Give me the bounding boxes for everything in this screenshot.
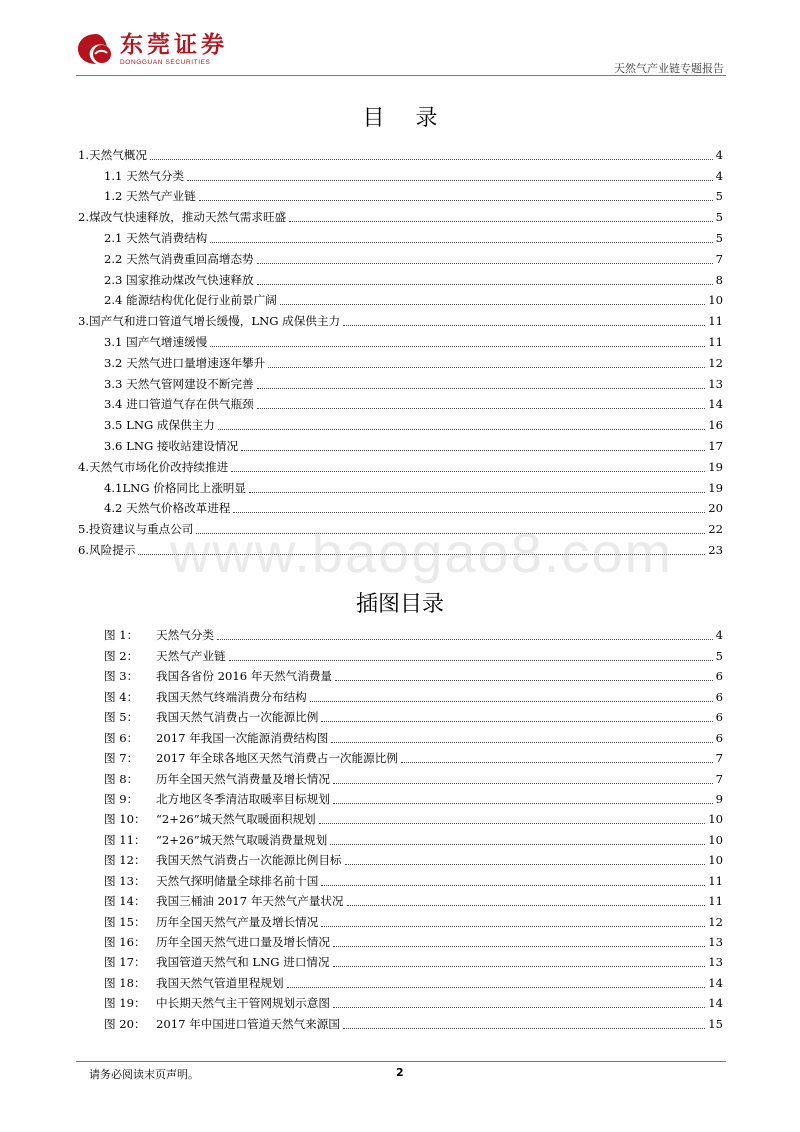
figure-entry-number: 图 11： xyxy=(104,832,146,847)
toc-entry-page: 13 xyxy=(708,376,723,391)
toc-entry[interactable] xyxy=(78,267,723,288)
dot-leader xyxy=(280,304,705,305)
toc-heading: 目 录 xyxy=(362,106,450,131)
figure-entry-label xyxy=(104,894,344,909)
dot-leader xyxy=(321,926,705,927)
dot-leader xyxy=(343,325,705,326)
company-logo xyxy=(76,30,236,70)
dot-leader xyxy=(331,742,712,743)
dot-leader xyxy=(333,966,706,967)
toc-entry-label: 3.2 天然气进口量增速逐年攀升 xyxy=(104,355,266,370)
toc-entry-page: 5 xyxy=(715,230,723,245)
figure-entry-label xyxy=(104,751,398,766)
toc-entry-page: 10 xyxy=(708,293,723,308)
toc-entry-label: 4.2 天然气价格改革进程 xyxy=(104,501,231,516)
toc-entry[interactable] xyxy=(78,475,723,496)
figure-entry-page: 11 xyxy=(708,873,723,888)
toc-entry-label: 3.5 LNG 成保供主力 xyxy=(104,418,215,433)
figure-entry-label xyxy=(104,710,318,725)
dot-leader xyxy=(187,180,713,181)
figure-entry-number: 图 6： xyxy=(104,730,139,745)
toc-entry-page: 20 xyxy=(708,501,723,516)
figure-entry-number: 图 12： xyxy=(104,853,146,868)
figure-entry-label xyxy=(104,915,318,930)
figure-entry-label xyxy=(104,874,318,889)
dot-leader xyxy=(333,1007,705,1008)
figure-entry-title: 我国天然气消费占一次能源比例目标 xyxy=(156,853,342,868)
figure-list xyxy=(78,623,723,1032)
figure-entry-page: 6 xyxy=(715,710,723,725)
figure-entry-page: 11 xyxy=(708,894,723,909)
figure-entry-number: 图 8： xyxy=(104,771,139,786)
toc-list xyxy=(78,142,723,558)
dot-leader xyxy=(289,221,712,222)
figure-entry-title: 天然气探明储量全球排名前十国 xyxy=(156,873,319,888)
dot-leader xyxy=(330,844,705,845)
toc-entry-label: 2.1 天然气消费结构 xyxy=(104,230,208,245)
toc-entry[interactable] xyxy=(78,142,723,163)
toc-entry-page: 11 xyxy=(708,334,723,349)
dot-leader xyxy=(321,721,712,722)
figure-entry[interactable] xyxy=(78,970,723,990)
dot-leader xyxy=(333,946,705,947)
figure-entry-number: 图 17： xyxy=(104,955,146,970)
figure-entry-number: 图 7： xyxy=(104,751,139,766)
figure-entry-page: 7 xyxy=(715,771,723,786)
footer-disclaimer-note: 请务必阅读末页声明。 xyxy=(89,1068,199,1081)
toc-entry-label: 1.1 天然气分类 xyxy=(104,168,185,183)
toc-entry[interactable] xyxy=(78,246,723,267)
dot-leader xyxy=(257,388,706,389)
figure-entry-label xyxy=(104,833,327,848)
figure-entry[interactable] xyxy=(78,725,723,745)
figure-entry-label xyxy=(104,976,284,991)
toc-entry-label: 3.6 LNG 接收站建设情况 xyxy=(104,438,239,453)
toc-entry-label: 3.3 天然气管网建设不断完善 xyxy=(104,376,254,391)
toc-entry[interactable] xyxy=(78,329,723,350)
dot-leader xyxy=(217,639,713,640)
toc-entry-page: 5 xyxy=(715,189,723,204)
figure-entry-title: 我国管道天然气和 LNG 进口情况 xyxy=(156,955,330,970)
figure-entry-label xyxy=(104,955,330,970)
dot-leader xyxy=(401,762,713,763)
toc-entry-page: 8 xyxy=(715,272,723,287)
figure-entry-label xyxy=(104,669,332,684)
logo-english-name: DONGGUAN SECURITIES xyxy=(120,59,211,66)
toc-entry-label: 1.2 天然气产业链 xyxy=(104,189,196,204)
figure-entry-title: 我国各省份 2016 年天然气消费量 xyxy=(156,669,333,684)
figure-entry-label xyxy=(104,996,330,1011)
toc-entry-page: 19 xyxy=(708,459,723,474)
toc-entry[interactable] xyxy=(78,204,723,225)
figure-entry-title: 历年全国天然气产量及增长情况 xyxy=(156,914,319,929)
toc-entry[interactable] xyxy=(78,433,723,454)
toc-entry[interactable] xyxy=(78,392,723,413)
dot-leader xyxy=(257,263,713,264)
logo-mark-icon xyxy=(76,32,116,66)
figure-entry-number: 图 16： xyxy=(104,935,146,949)
figure-entry-number: 图 13： xyxy=(104,873,146,888)
dot-leader xyxy=(210,242,712,243)
figure-entry-title: 天然气产业链 xyxy=(156,648,226,663)
toc-entry-page: 7 xyxy=(715,251,723,266)
figure-entry-title: 我国天然气消费占一次能源比例 xyxy=(156,710,319,725)
figure-entry-number: 图 4： xyxy=(104,689,139,704)
figure-entry[interactable] xyxy=(78,766,723,786)
figure-entry[interactable] xyxy=(78,787,723,807)
figure-entry-title: 我国三桶油 2017 年天然气产量状况 xyxy=(156,894,344,909)
toc-entry-label: 2.3 国家推动煤改气快速释放 xyxy=(104,272,254,287)
figure-entry-page: 6 xyxy=(715,669,723,684)
figure-entry[interactable] xyxy=(78,848,723,868)
figure-entry-title: “2+26”城天然气取暖面积规划 xyxy=(156,812,316,827)
figure-entry-number: 图 20： xyxy=(104,1016,146,1031)
figure-entry-page: 6 xyxy=(715,730,723,745)
toc-entry-label: 2.4 能源结构优化促行业前景广阔 xyxy=(104,293,277,308)
figure-entry[interactable] xyxy=(78,807,723,827)
toc-entry-page: 19 xyxy=(708,480,723,495)
figure-entry-page: 15 xyxy=(708,1016,723,1031)
figure-entry-page: 4 xyxy=(715,628,723,643)
figure-entry-page: 14 xyxy=(708,975,723,990)
figure-entry-page: 7 xyxy=(715,751,723,766)
toc-entry-label: 3.国产气和进口管道气增长缓慢，LNG 成保供主力 xyxy=(78,314,341,329)
figure-entry-label xyxy=(104,853,342,868)
figure-entry-label xyxy=(104,690,307,705)
figure-entry-label xyxy=(104,649,226,664)
toc-entry-page: 22 xyxy=(708,522,723,537)
toc-entry-page: 5 xyxy=(715,210,723,225)
figure-entry[interactable] xyxy=(78,1011,723,1031)
dot-leader xyxy=(333,783,713,784)
dot-leader xyxy=(199,200,713,201)
dot-leader xyxy=(210,346,705,347)
dot-leader xyxy=(241,450,705,451)
toc-entry[interactable] xyxy=(78,350,723,371)
figure-entry-label xyxy=(104,772,330,787)
toc-entry-label: 4.1LNG 价格同比上涨明显 xyxy=(104,480,246,495)
figure-entry-title: “2+26”城天然气取暖消费量规划 xyxy=(156,832,328,847)
figure-entry-number: 图 10： xyxy=(104,812,146,827)
toc-entry-label: 2.2 天然气消费重回高增态势 xyxy=(104,251,254,266)
toc-entry[interactable] xyxy=(78,454,723,475)
figure-entry[interactable] xyxy=(78,930,723,950)
figure-entry[interactable] xyxy=(78,623,723,643)
figure-entry-label xyxy=(104,1017,340,1032)
toc-entry-page: 11 xyxy=(708,314,723,329)
figure-entry[interactable] xyxy=(78,746,723,766)
figure-entry-number: 图 2： xyxy=(104,648,139,663)
figure-entry-page: 10 xyxy=(708,853,723,868)
figure-entry-number: 图 19： xyxy=(104,996,146,1011)
dot-leader xyxy=(287,987,706,988)
figure-entry-number: 图 18： xyxy=(104,975,146,990)
header-divider xyxy=(76,75,726,76)
footer-divider xyxy=(76,1061,726,1062)
toc-entry-page: 4 xyxy=(715,147,723,162)
dot-leader xyxy=(343,1028,705,1029)
figure-entry-title: 2017 年我国一次能源消费结构图 xyxy=(156,730,329,745)
figure-entry[interactable] xyxy=(78,643,723,663)
figure-entry-page: 14 xyxy=(708,996,723,1011)
figure-entry-page: 12 xyxy=(708,914,723,929)
dot-leader xyxy=(310,701,713,702)
toc-entry-label: 1.天然气概况 xyxy=(78,147,148,162)
figure-entry-title: 中长期天然气主干管网规划示意图 xyxy=(156,996,330,1011)
dot-leader xyxy=(150,159,713,160)
figure-entry[interactable] xyxy=(78,909,723,929)
toc-entry-label: 5.投资建议与重点公司 xyxy=(78,522,194,537)
toc-entry[interactable] xyxy=(78,412,723,433)
figure-entry-label xyxy=(104,628,214,643)
figure-entry[interactable] xyxy=(78,868,723,888)
dot-leader xyxy=(257,408,706,409)
figure-entry-title: 2017 年中国进口管道天然气来源国 xyxy=(156,1016,340,1031)
toc-entry[interactable] xyxy=(78,184,723,205)
toc-entry[interactable] xyxy=(78,371,723,392)
figure-entry[interactable] xyxy=(78,827,723,847)
page-number: 2 xyxy=(396,1066,404,1079)
figure-entry-label xyxy=(104,731,328,746)
toc-entry-label: 6.风险提示 xyxy=(78,542,136,557)
dot-leader xyxy=(249,492,705,493)
dot-leader xyxy=(321,885,705,886)
figure-entry-page: 13 xyxy=(708,935,723,949)
dot-leader xyxy=(319,823,706,824)
figure-entry-number: 图 1： xyxy=(104,628,139,643)
toc-entry[interactable] xyxy=(78,308,723,329)
toc-entry[interactable] xyxy=(78,225,723,246)
figure-entry[interactable] xyxy=(78,705,723,725)
figure-entry[interactable] xyxy=(78,664,723,684)
toc-entry-page: 23 xyxy=(708,542,723,557)
dot-leader xyxy=(268,367,705,368)
figure-entry-label xyxy=(104,812,316,827)
figure-entry-number: 图 3： xyxy=(104,669,139,684)
toc-entry-label: 3.1 国产气增速缓慢 xyxy=(104,334,208,349)
figure-entry-page: 6 xyxy=(715,689,723,704)
toc-entry[interactable] xyxy=(78,496,723,517)
figure-entry-title: 我国天然气管道里程规划 xyxy=(156,975,284,990)
toc-entry[interactable] xyxy=(78,288,723,309)
logo-chinese-name: 东莞证券 xyxy=(120,32,228,58)
figure-entry-label xyxy=(104,935,330,950)
figure-entry-page: 13 xyxy=(708,955,723,970)
report-title: 天然气产业链专题报告 xyxy=(614,62,724,75)
figure-entry-label xyxy=(104,792,330,807)
dot-leader xyxy=(347,905,706,906)
dot-leader xyxy=(231,471,705,472)
toc-entry-page: 16 xyxy=(708,418,723,433)
toc-entry[interactable] xyxy=(78,163,723,184)
dot-leader xyxy=(333,803,713,804)
dot-leader xyxy=(233,512,705,513)
figure-entry-title: 2017 年全球各地区天然气消费占一次能源比例 xyxy=(156,751,398,766)
figure-entry[interactable] xyxy=(78,889,723,909)
figure-entry[interactable] xyxy=(78,991,723,1011)
figure-entry-title: 北方地区冬季清洁取暖率目标规划 xyxy=(156,791,330,806)
figure-entry-number: 图 15： xyxy=(104,914,146,929)
toc-entry-label: 4.天然气市场化价改持续推进 xyxy=(78,459,229,474)
figure-entry-title: 我国天然气终端消费分布结构 xyxy=(156,689,307,704)
watermark: www.baogao8.com xyxy=(170,521,674,584)
toc-entry-label: 3.4 进口管道气存在供气瓶颈 xyxy=(104,397,254,412)
figure-entry-page: 5 xyxy=(715,648,723,663)
dot-leader xyxy=(335,680,713,681)
figure-entry-number: 图 9： xyxy=(104,791,139,806)
figure-entry-title: 天然气分类 xyxy=(156,628,214,643)
dot-leader xyxy=(345,864,706,865)
toc-entry-page: 17 xyxy=(708,438,723,453)
dot-leader xyxy=(257,284,713,285)
dot-leader xyxy=(218,429,705,430)
figure-entry-number: 图 5： xyxy=(104,710,139,725)
figure-entry[interactable] xyxy=(78,950,723,970)
figure-entry-page: 9 xyxy=(715,791,723,806)
figure-list-heading: 插图目录 xyxy=(355,592,444,617)
toc-entry-label: 2.煤改气快速释放，推动天然气需求旺盛 xyxy=(78,210,287,225)
figure-entry-page: 10 xyxy=(708,812,723,827)
figure-entry-number: 图 14： xyxy=(104,894,146,909)
toc-entry-page: 12 xyxy=(708,355,723,370)
figure-entry-title: 历年全国天然气进口量及增长情况 xyxy=(156,935,330,949)
figure-entry-page: 10 xyxy=(708,832,723,847)
dot-leader xyxy=(229,660,713,661)
figure-entry-title: 历年全国天然气消费量及增长情况 xyxy=(156,771,330,786)
toc-entry-page: 4 xyxy=(715,168,723,183)
figure-entry[interactable] xyxy=(78,684,723,704)
toc-entry-page: 14 xyxy=(708,397,723,412)
